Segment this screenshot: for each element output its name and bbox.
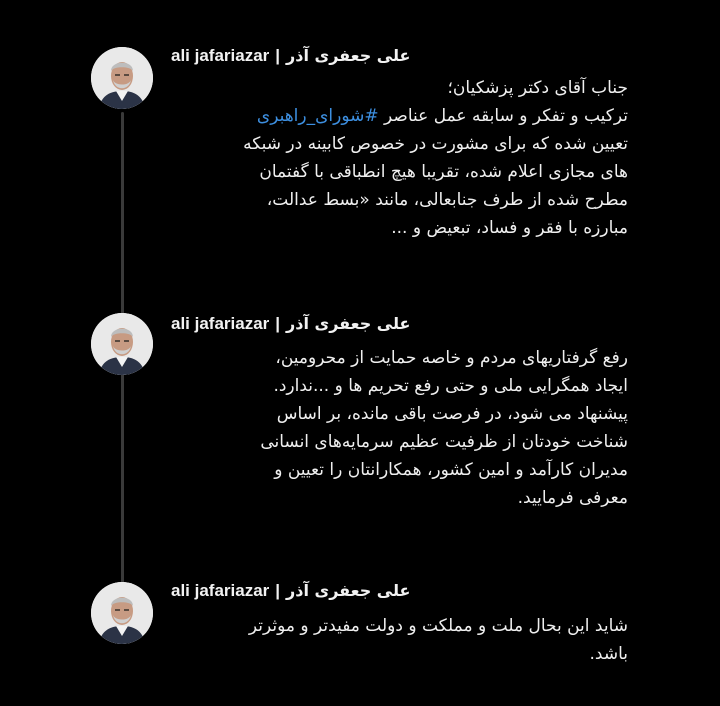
post-text-line: شناخت خودتان از ظرفیت عظیم سرمایه‌های انسانی <box>260 432 628 452</box>
author-handle[interactable]: ali jafariazar <box>171 46 270 65</box>
post-text-line: باشد. <box>589 644 628 664</box>
post-text-line: رفع گرفتاریهای مردم و خاصه حمایت از محرومین، <box>275 348 628 368</box>
avatar-portrait-icon <box>91 582 153 644</box>
author-avatar[interactable] <box>91 582 153 644</box>
author-name[interactable]: علی جعفری آذر <box>286 581 411 600</box>
header-separator: | <box>275 314 281 333</box>
post-text-line: های مجازی اعلام شده، تقریبا هیچ انطباقی با گفتمان <box>259 162 628 182</box>
post-header <box>171 46 410 66</box>
post-text-line: شاید این بحال ملت و مملکت و دولت مفیدتر و موثرتر <box>248 616 628 636</box>
author-avatar[interactable] <box>91 47 153 109</box>
post-text <box>168 344 628 512</box>
author-handle[interactable]: ali jafariazar <box>171 581 270 600</box>
author-name[interactable]: علی جعفری آذر <box>286 314 411 333</box>
post-text-line: مبارزه با فقر و فساد، تبعیض و ... <box>391 218 628 238</box>
post-text-line: مدیران کارآمد و امین کشور، همکارانتان را تعیین و <box>274 460 628 480</box>
author-handle[interactable]: ali jafariazar <box>171 314 270 333</box>
post-text-line: جناب آقای دکتر پزشکیان؛ <box>447 78 628 98</box>
post-text-line: معرفی فرمایید. <box>517 488 628 508</box>
post-text-segment: ترکیب و تفکر و سابقه عمل عناصر <box>384 106 628 126</box>
post-text-line: ایجاد همگرایی ملی و حتی رفع تحریم ها و ...ندارد. <box>273 376 628 396</box>
post-header <box>171 314 410 334</box>
post-text-line: مطرح شده از طرف جنابعالی، مانند «بسط عدالت، <box>266 190 628 210</box>
avatar-portrait-icon <box>91 313 153 375</box>
header-separator: | <box>275 581 281 600</box>
avatar-portrait-icon <box>91 47 153 109</box>
post-text <box>168 612 628 668</box>
post-text-line: تعیین شده که برای مشورت در خصوص کابینه در شبکه <box>243 134 628 154</box>
post-text-line <box>168 102 628 130</box>
post-text-line: پیشنهاد می شود، در فرصت باقی مانده، بر اساس <box>276 404 628 424</box>
author-name[interactable]: علی جعفری آذر <box>286 46 411 65</box>
author-avatar[interactable] <box>91 313 153 375</box>
post-text <box>168 74 628 242</box>
post-header <box>171 581 410 601</box>
header-separator: | <box>275 46 281 65</box>
hashtag-link[interactable]: #شورای_راهبری <box>256 106 379 126</box>
